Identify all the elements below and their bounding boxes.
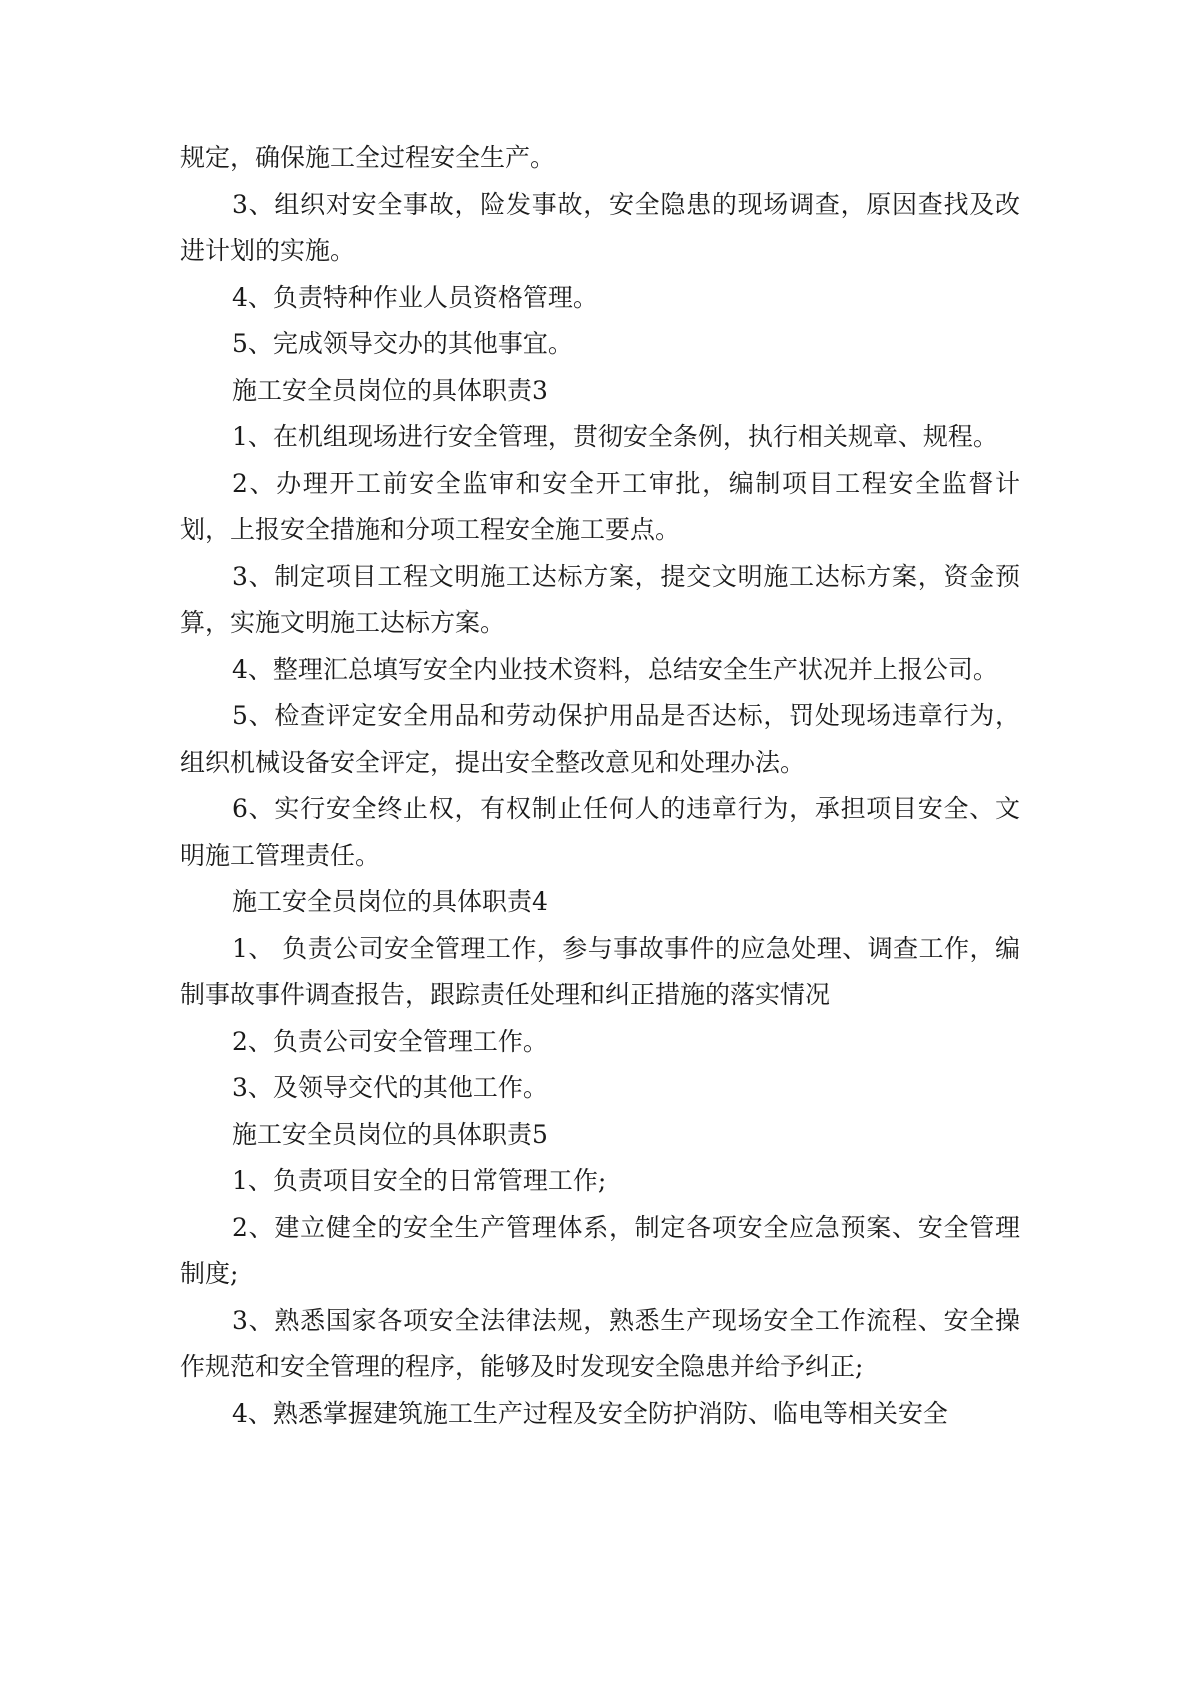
paragraph-item: 4、整理汇总填写安全内业技术资料，总结安全生产状况并上报公司。 (232, 654, 998, 684)
paragraph-item: 1、负责项目安全的日常管理工作; (232, 1166, 607, 1195)
paragraph-item: 1、 负责公司安全管理工作，参与事故事件的应急处理、调查工作，编制事故事件调查报告，跟踪责任处理和纠正措施的落实情况 (180, 933, 1020, 1009)
paragraph-item: 5、检查评定安全用品和劳动保护用品是否达标，罚处现场违章行为，组织机械设备安全评定，提出安全整改意见和处理办法。 (180, 701, 1020, 777)
paragraph-item: 4、负责特种作业人员资格管理。 (232, 282, 598, 312)
document-body (180, 135, 1020, 1437)
paragraph-item: 3、熟悉国家各项安全法律法规，熟悉生产现场安全工作流程、安全操作规范和安全管理的程序，能够及时发现安全隐患并给予纠正; (180, 1305, 1020, 1381)
paragraph-item: 5、完成领导交办的其他事宜。 (232, 329, 573, 358)
section-heading: 施工安全员岗位的具体职责4 (232, 887, 548, 916)
section-heading: 施工安全员岗位的具体职责3 (232, 375, 548, 405)
paragraph-item: 3、制定项目工程文明施工达标方案，提交文明施工达标方案，资金预算，实施文明施工达标方案。 (180, 561, 1020, 637)
paragraph-item: 2、办理开工前安全监审和安全开工审批，编制项目工程安全监督计划，上报安全措施和分项工程安全施工要点。 (180, 468, 1020, 544)
paragraph-item: 2、负责公司安全管理工作。 (232, 1026, 548, 1056)
paragraph-item: 3、组织对安全事故，险发事故，安全隐患的现场调查，原因查找及改进计划的实施。 (180, 189, 1020, 265)
paragraph-item: 6、实行安全终止权，有权制止任何人的违章行为，承担项目安全、文明施工管理责任。 (180, 794, 1020, 870)
paragraph-item: 3、及领导交代的其他工作。 (232, 1073, 548, 1102)
paragraph-item: 1、在机组现场进行安全管理，贯彻安全条例，执行相关规章、规程。 (232, 422, 998, 451)
section-heading: 施工安全员岗位的具体职责5 (232, 1119, 548, 1149)
paragraph-item: 4、熟悉掌握建筑施工生产过程及安全防护消防、临电等相关安全 (232, 1398, 948, 1428)
paragraph-continuation: 规定，确保施工全过程安全生产。 (180, 143, 556, 172)
paragraph-item: 2、建立健全的安全生产管理体系，制定各项安全应急预案、安全管理制度; (180, 1212, 1020, 1288)
